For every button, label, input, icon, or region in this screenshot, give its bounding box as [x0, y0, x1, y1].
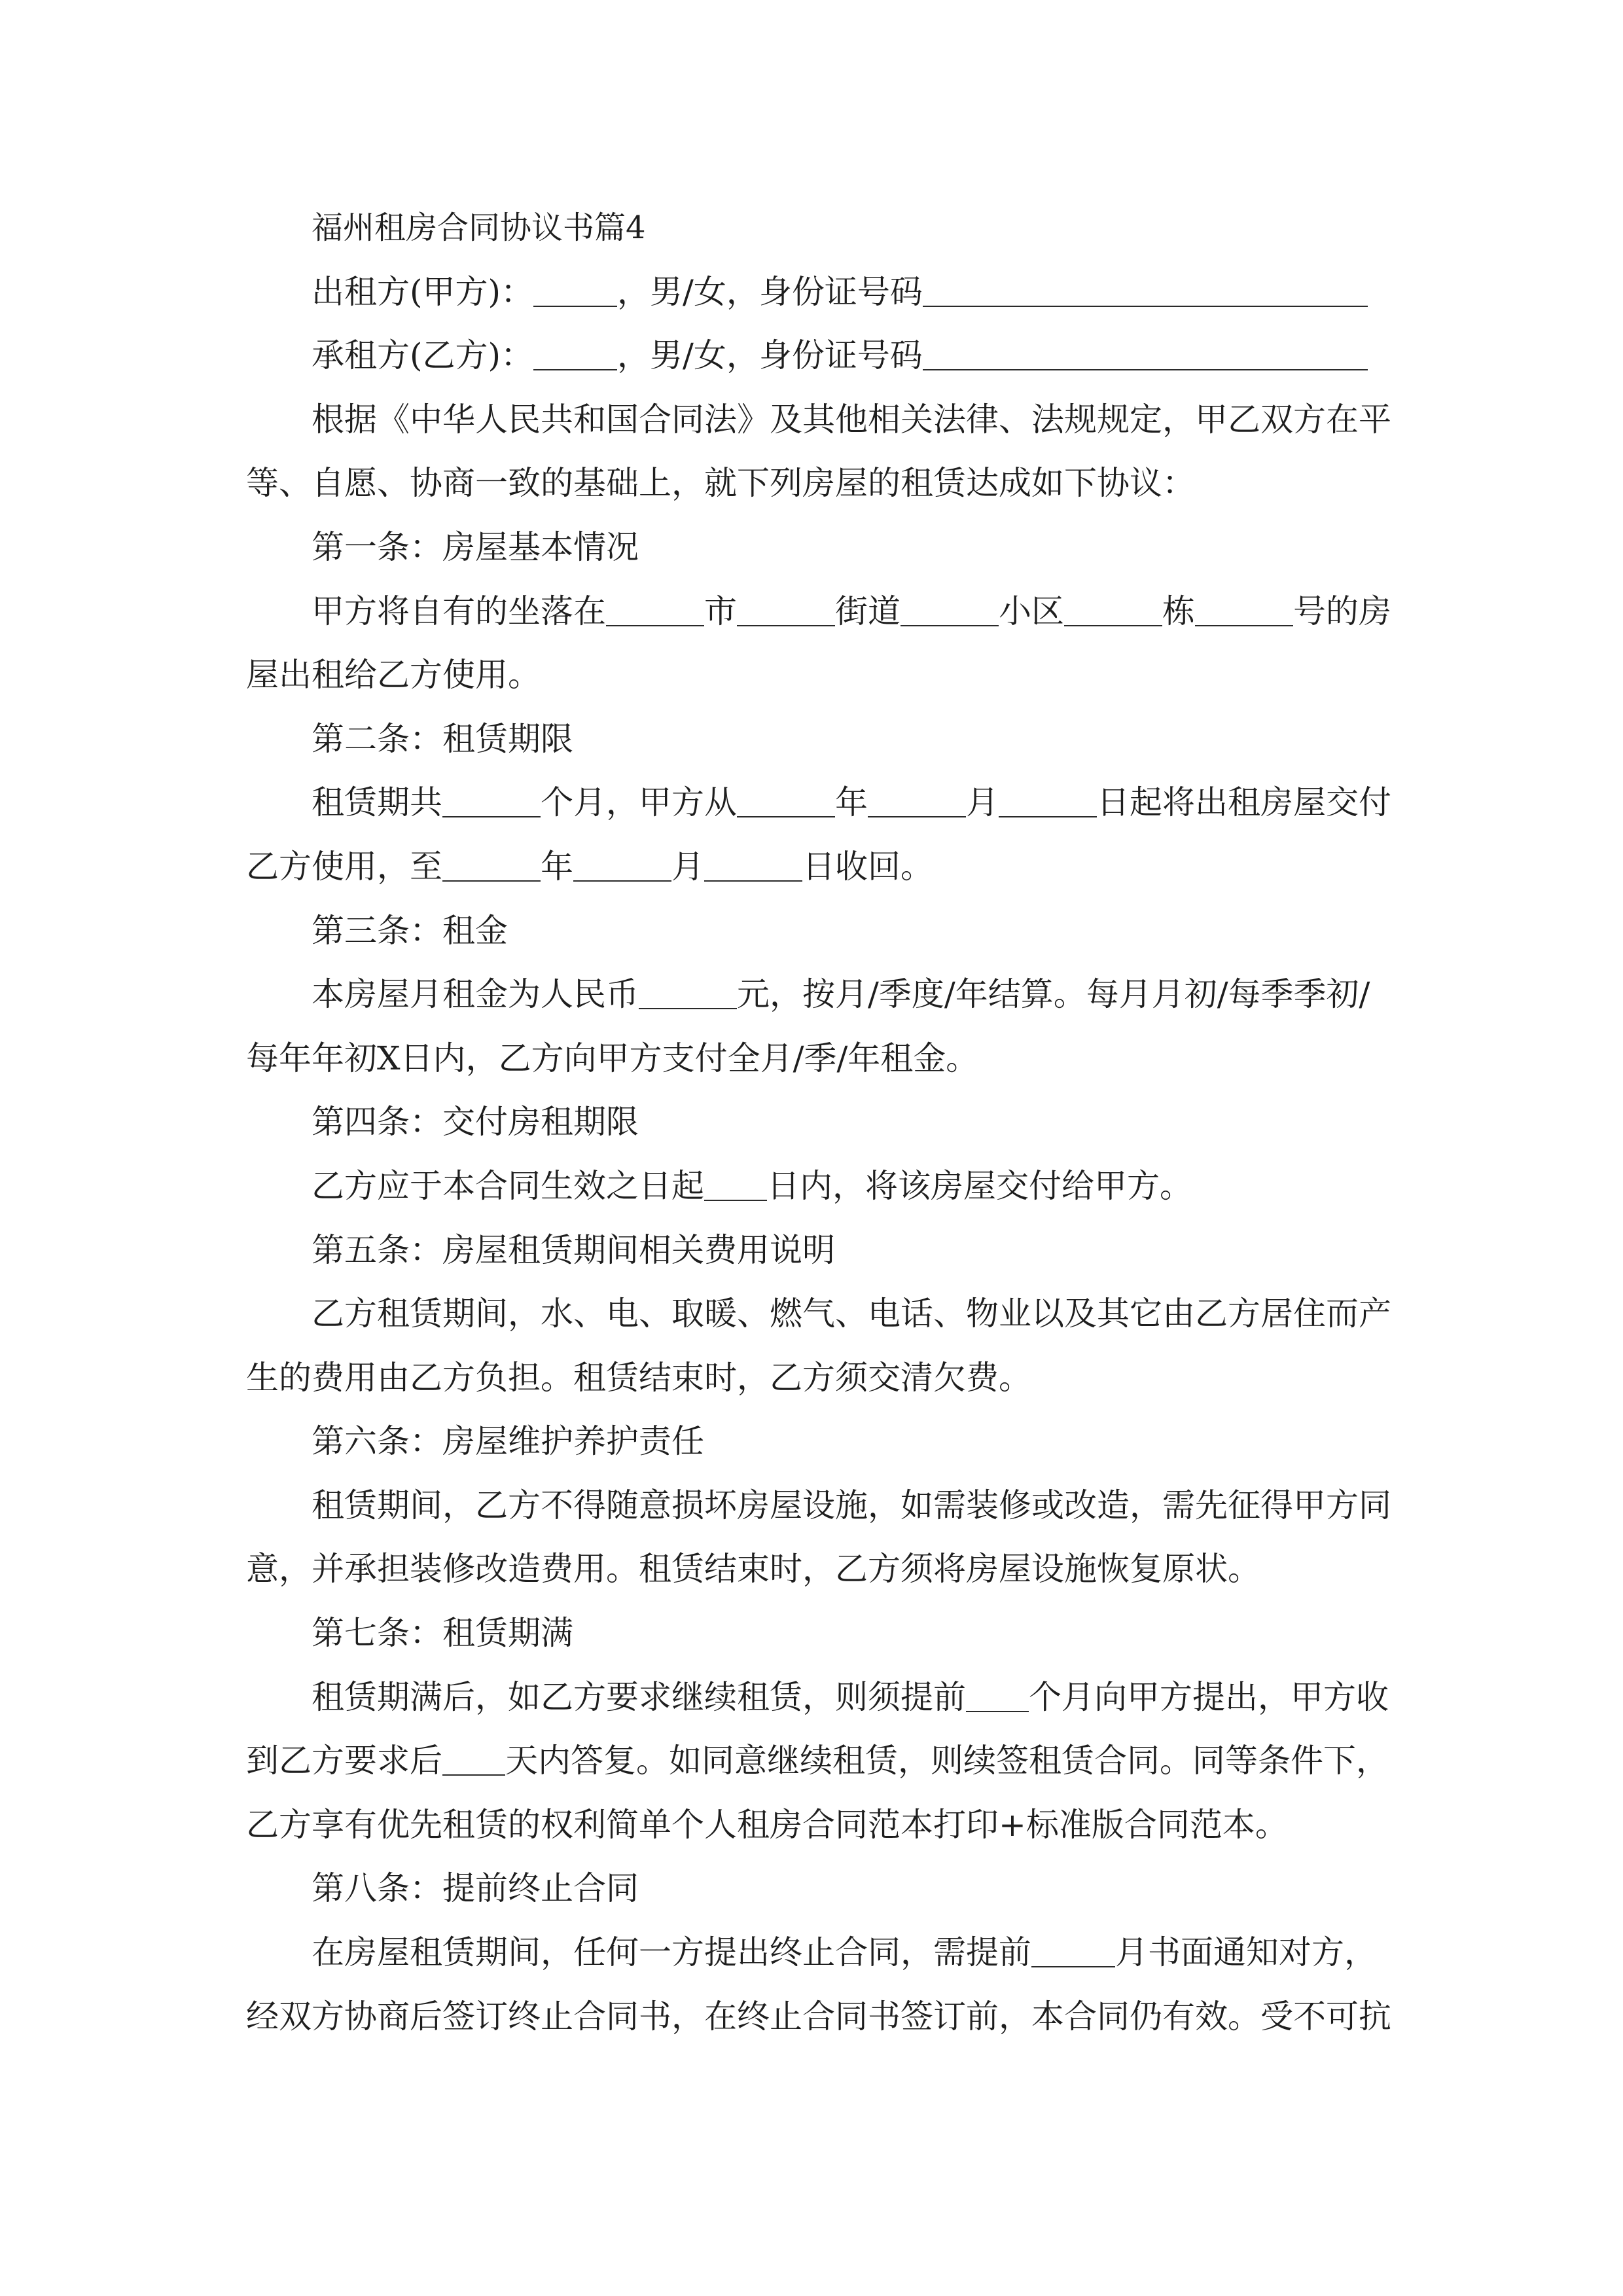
- art7-text-b: 个月向甲方提出，甲方收: [1029, 1677, 1389, 1716]
- lessor-id-blank[interactable]: [923, 272, 1368, 307]
- term-months-blank[interactable]: [442, 782, 541, 817]
- art7-text-c: 到乙方要求后: [246, 1742, 442, 1780]
- art1-text: 甲方将自有的坐落在: [312, 592, 606, 630]
- art2-end-text: 乙方使用，至: [246, 847, 442, 886]
- article-8-heading: 第八条：提前终止合同: [312, 1869, 639, 1908]
- street-blank[interactable]: [737, 591, 835, 626]
- end-month-blank[interactable]: [573, 846, 671, 882]
- intro-line-1: 根据《中华人民共和国合同法》及其他相关法律、法规规定，甲乙双方在平: [312, 400, 1391, 439]
- article-7-line-3: 乙方享有优先租赁的权利简单个人租房合同范本打印+标准版合同范本。: [246, 1805, 1288, 1844]
- renewal-months-blank[interactable]: [966, 1677, 1029, 1712]
- article-2-heading: 第二条：租赁期限: [312, 719, 573, 758]
- article-7-heading: 第七条：租赁期满: [312, 1614, 573, 1653]
- reply-days-blank[interactable]: [442, 1740, 505, 1776]
- rent-amount-blank[interactable]: [639, 974, 737, 1009]
- community-blank[interactable]: [901, 591, 999, 626]
- street-label: 街道: [835, 592, 901, 630]
- end-year-blank[interactable]: [442, 846, 541, 882]
- article-8-line-1: [246, 1921, 1377, 1985]
- end-month-label: 月: [671, 847, 704, 886]
- city-blank[interactable]: [606, 591, 704, 626]
- lessee-id-blank[interactable]: [923, 335, 1368, 370]
- art3-text: 本房屋月租金为人民币: [312, 975, 639, 1014]
- notice-months-blank[interactable]: [1031, 1932, 1115, 1967]
- article-5-line-2: 生的费用由乙方负担。租赁结束时，乙方须交清欠费。: [246, 1358, 1031, 1397]
- lessor-line: [246, 260, 1377, 325]
- article-3-heading: 第三条：租金: [312, 911, 508, 950]
- lessee-label: 承租方(乙方)：: [312, 336, 534, 375]
- article-3-line-1: [246, 963, 1377, 1027]
- start-year-label: 年: [835, 783, 868, 822]
- art7-text: 租赁期满后，如乙方要求继续租赁，则须提前: [312, 1677, 966, 1716]
- start-day-blank[interactable]: [999, 782, 1097, 817]
- article-1-line-1: [246, 580, 1391, 644]
- article-5-line-1: 乙方租赁期间，水、电、取暖、燃气、电话、物业以及其它由乙方居住而产: [312, 1295, 1391, 1333]
- art2-months-label: 个月，甲方从: [541, 783, 737, 822]
- article-2-line-2: [246, 835, 1377, 899]
- article-6-line-2: 意，并承担装修改造费用。租赁结束时，乙方须将房屋设施恢复原状。: [246, 1550, 1260, 1588]
- article-4-heading: 第四条：交付房租期限: [312, 1103, 639, 1141]
- art8-text: 在房屋租赁期间，任何一方提出终止合同，需提前: [312, 1933, 1031, 1972]
- article-6-heading: 第六条：房屋维护养护责任: [312, 1422, 704, 1461]
- community-label: 小区: [999, 592, 1064, 630]
- article-3-line-2: 每年年初X日内，乙方向甲方支付全月/季/年租金。: [246, 1039, 979, 1077]
- number-blank[interactable]: [1195, 591, 1293, 626]
- lessor-sep: ，男/女，身份证号码: [617, 272, 923, 311]
- lessee-sep: ，男/女，身份证号码: [617, 336, 923, 375]
- city-label: 市: [704, 592, 737, 630]
- art4-text-b: 日内，将该房屋交付给甲方。: [767, 1166, 1192, 1205]
- art2-text: 租赁期共: [312, 783, 442, 822]
- start-year-blank[interactable]: [737, 782, 835, 817]
- document-title: 福州租房合同协议书篇4: [312, 209, 646, 246]
- lessor-label: 出租方(甲方)：: [312, 272, 534, 311]
- article-4-line-1: [246, 1155, 1377, 1219]
- lessee-line: [246, 324, 1377, 388]
- start-month-blank[interactable]: [868, 782, 966, 817]
- article-7-line-1: [246, 1666, 1389, 1730]
- article-2-line-1: [246, 771, 1391, 835]
- art7-text-d: 天内答复。如同意继续租赁，则续签租赁合同。同等条件下，: [505, 1742, 1389, 1780]
- building-blank[interactable]: [1064, 591, 1162, 626]
- art4-text: 乙方应于本合同生效之日起: [312, 1166, 704, 1205]
- article-1-line-2: 屋出租给乙方使用。: [246, 656, 541, 694]
- article-8-line-2: 经双方协商后签订终止合同书，在终止合同书签订前，本合同仍有效。受不可抗: [246, 1997, 1391, 2036]
- intro-line-2: 等、自愿、协商一致的基础上，就下列房屋的租赁达成如下协议：: [246, 464, 1195, 503]
- end-year-label: 年: [541, 847, 573, 886]
- article-5-heading: 第五条：房屋租赁期间相关费用说明: [312, 1230, 835, 1269]
- start-day-label: 日起将出租房屋交付: [1097, 783, 1391, 822]
- article-7-line-2: [246, 1729, 1389, 1793]
- contract-page: [246, 196, 1391, 2049]
- lessee-name-blank[interactable]: [533, 335, 617, 370]
- end-day-blank[interactable]: [704, 846, 802, 882]
- lessor-name-blank[interactable]: [533, 272, 617, 307]
- article-1-heading: 第一条：房屋基本情况: [312, 528, 639, 566]
- art3-text-b: 元，按月/季度/年结算。每月月初/每季季初/: [737, 975, 1370, 1014]
- end-day-label: 日收回。: [802, 847, 933, 886]
- start-month-label: 月: [966, 783, 999, 822]
- handover-days-blank[interactable]: [704, 1166, 767, 1201]
- building-label: 栋: [1162, 592, 1195, 630]
- article-6-line-1: 租赁期间，乙方不得随意损坏房屋设施，如需装修或改造，需先征得甲方同: [312, 1486, 1391, 1524]
- number-label: 号的房: [1293, 592, 1391, 630]
- art8-text-b: 月书面通知对方，: [1115, 1933, 1377, 1972]
